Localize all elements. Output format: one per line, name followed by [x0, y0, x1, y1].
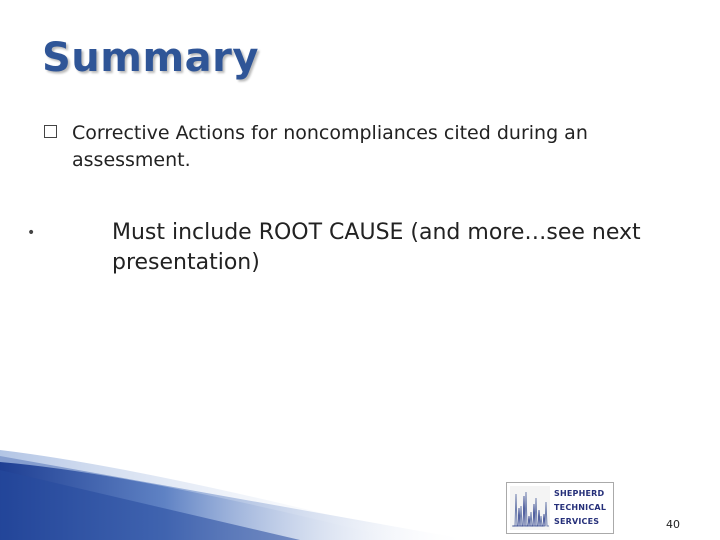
- bullet-level-2: [27, 218, 702, 278]
- chromatogram-logo-icon: [510, 486, 550, 530]
- bullet-2-text: Must include ROOT CAUSE (and more…see next presentation): [112, 220, 641, 275]
- square-bullet-icon: [44, 125, 57, 138]
- slide-title: Summary: [42, 35, 259, 81]
- bullet-level-1: [44, 120, 684, 174]
- logo-line-2: TECHNICAL: [554, 503, 607, 512]
- logo-wordmark: [554, 487, 606, 529]
- company-logo: [506, 482, 614, 534]
- dot-bullet-icon: •: [27, 225, 36, 241]
- logo-line-3: SERVICES: [554, 517, 600, 526]
- bullet-1-text: Corrective Actions for noncompliances cited during an assessment.: [72, 122, 588, 171]
- page-number: 40: [666, 518, 680, 531]
- logo-line-1: SHEPHERD: [554, 489, 605, 498]
